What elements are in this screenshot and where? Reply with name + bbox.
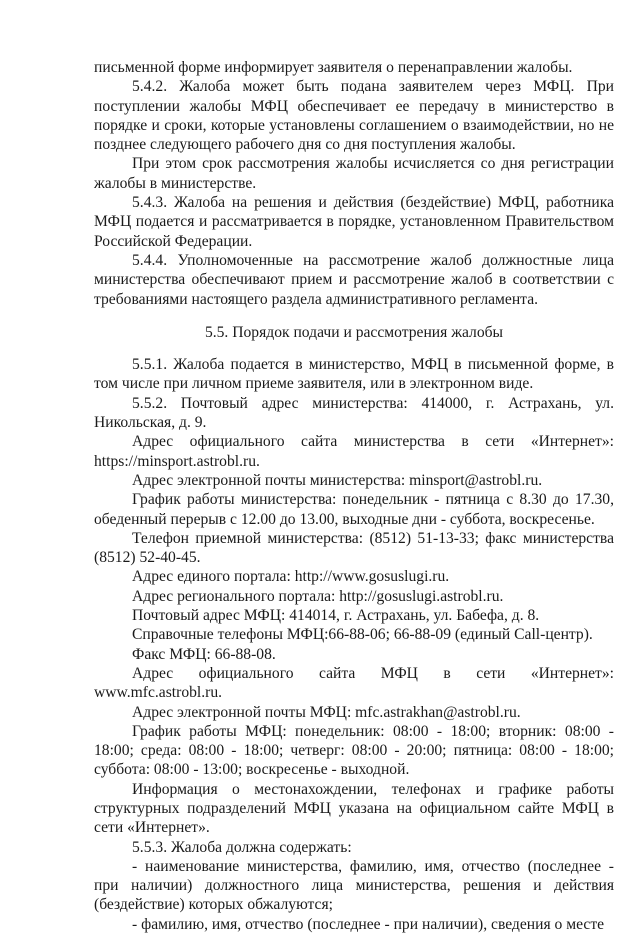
paragraph-5-5-1: 5.5.1. Жалоба подается в министерство, МФЦ в письменной форме, в том числе при личном приеме заявителя, или в электронном виде.	[94, 356, 614, 393]
list-item-applicant-name: - фамилию, имя, отчество (последнее - при наличии), сведения о месте	[132, 915, 605, 933]
paragraph-ministry-phone: Телефон приемной министерства: (8512) 51-13-33; факс министерства (8512) 52-40-45.	[94, 529, 614, 567]
document-body	[94, 58, 614, 934]
list-item-ministry-name: - наименование министерства, фамилию, имя, отчество (последнее - при наличии) должностного лица министерства, решения и действия (бездействие) которых обжалуются;	[94, 857, 614, 914]
paragraph-ministry-schedule: График работы министерства: понедельник - пятница с 8.30 до 17.30, обеденный перерыв с 12.00 до 13.00, выходные дни - суббота, воскресенье.	[94, 491, 614, 528]
paragraph-mfc-phones: Справочные телефоны МФЦ:66-88-06; 66-88-09 (единый Call-центр).	[132, 626, 593, 644]
paragraph-5-4-4: 5.4.4. Уполномоченные на рассмотрение жалоб должностные лица министерства обеспечивают прием и рассмотрение жалоб в соответствии с требованиями настоящего раздела административного регламента.	[94, 251, 614, 308]
paragraph-continuation: письменной форме информирует заявителя о перенаправлении жалобы.	[94, 59, 573, 76]
paragraph-5-5-2: 5.5.2. Почтовый адрес министерства: 414000, г. Астрахань, ул. Никольская, д. 9.	[94, 394, 614, 432]
paragraph-ministry-email: Адрес электронной почты министерства: minsport@astrobl.ru.	[132, 471, 543, 489]
paragraph-mfc-info: Информация о местонахождении, телефонах и графике работы структурных подразделений МФЦ указана на официальном сайте МФЦ в сети «Интернет».	[94, 780, 614, 837]
paragraph-5-4-3: 5.4.3. Жалоба на решения и действия (бездействие) МФЦ, работника МФЦ подается и рассматривается в порядке, установленном Правительством Российской Федерации.	[94, 194, 614, 250]
paragraph-mfc-email: Адрес электронной почты МФЦ: mfc.astrakhan@astrobl.ru.	[132, 703, 521, 721]
paragraph-5-4-2: 5.4.2. Жалоба может быть подана заявителем через МФЦ. При поступлении жалобы МФЦ обеспечивает ее передачу в министерство в порядке и сроки, которые установлены соглашением о взаимодействии, но не позднее следующего рабочего дня со дня поступления жалобы.	[94, 78, 614, 154]
section-heading: 5.5. Порядок подачи и рассмотрения жалобы	[204, 323, 504, 341]
paragraph-mfc-postal: Почтовый адрес МФЦ: 414014, г. Астрахань, ул. Бабефа, д. 8.	[132, 607, 540, 625]
paragraph-unified-portal: Адрес единого портала: http://www.gosuslugi.ru.	[132, 568, 450, 586]
paragraph-mfc-fax: Факс МФЦ: 66-88-08.	[132, 645, 276, 663]
paragraph-regional-portal: Адрес регионального портала: http://gosuslugi.astrobl.ru.	[132, 587, 504, 605]
paragraph-complaint-term: При этом срок рассмотрения жалобы исчисляется со дня регистрации жалобы в министерстве.	[94, 155, 614, 192]
paragraph-mfc-schedule: График работы МФЦ: понедельник: 08:00 - 18:00; вторник: 08:00 - 18:00; среда: 08:00 - 18:00; четверг: 08:00 - 20:00; пятница: 08:00 - 18:00; суббота: 08:00 - 13:00; воскресенье - выходной.	[94, 722, 614, 779]
paragraph-5-5-3: 5.5.3. Жалоба должна содержать:	[132, 838, 352, 856]
paragraph-mfc-site: Адрес официального сайта МФЦ в сети «Интернет»: www.mfc.astrobl.ru.	[94, 664, 614, 702]
paragraph-ministry-site: Адрес официального сайта министерства в сети «Интернет»: https://minsport.astrobl.ru.	[94, 433, 614, 470]
